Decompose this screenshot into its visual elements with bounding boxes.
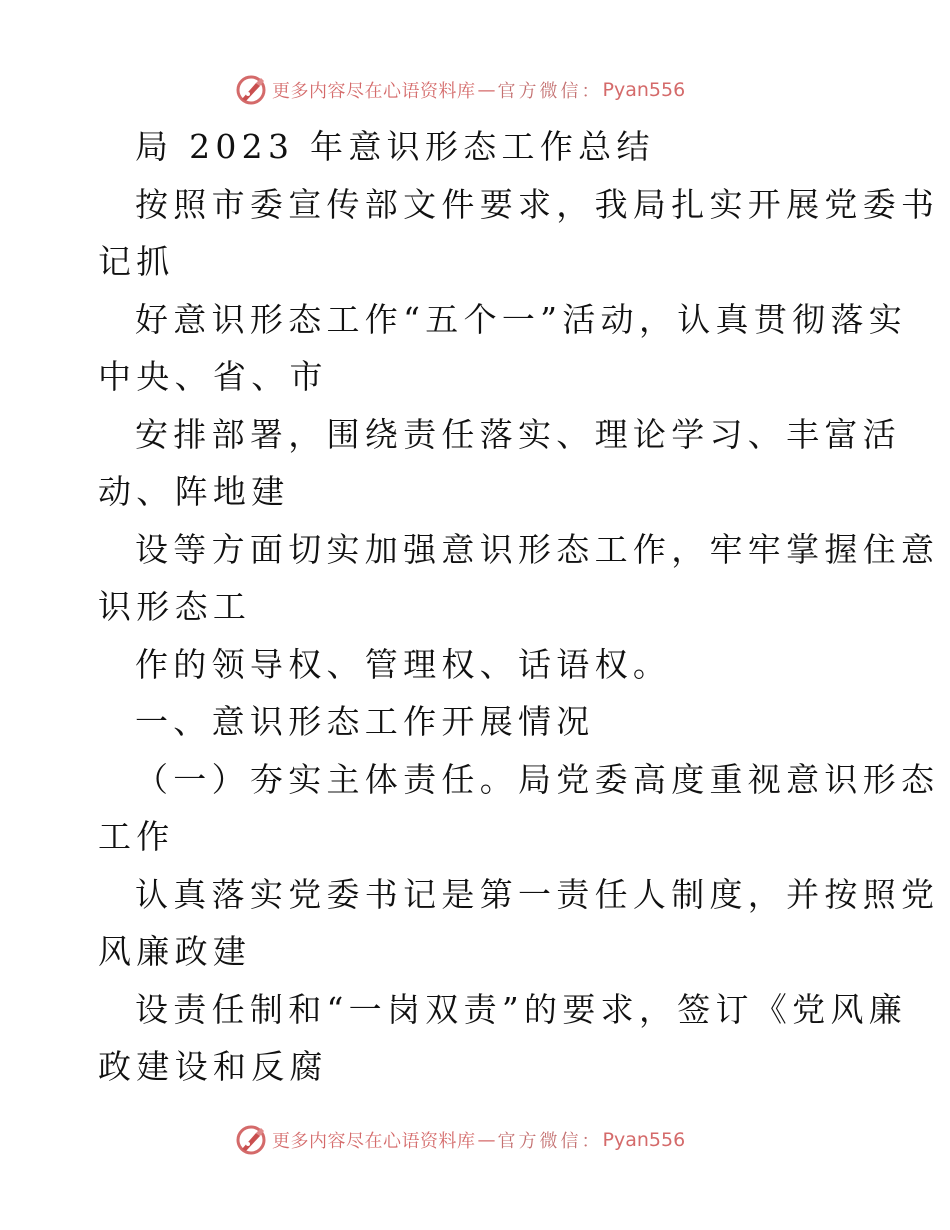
watermark-id: Pyan556 bbox=[602, 79, 686, 101]
text-line: 中央、省、市 bbox=[98, 357, 328, 396]
text-line: 作的领导权、管理权、话语权。 bbox=[135, 644, 672, 684]
pen-logo-icon bbox=[234, 1123, 268, 1157]
header-watermark bbox=[234, 72, 685, 108]
text-line: 认真落实党委书记是第一责任人制度，并按照党 bbox=[135, 874, 940, 914]
text-line: 工作 bbox=[98, 817, 175, 856]
document-title: 局 2023 年意识形态工作总结 bbox=[135, 127, 655, 166]
watermark-main-text: 更多内容尽在心语资料库 bbox=[272, 81, 476, 102]
text-line: 一、意识形态工作开展情况 bbox=[135, 702, 595, 741]
watermark-id: Pyan556 bbox=[602, 1129, 686, 1151]
document-body bbox=[98, 118, 940, 1096]
watermark-sub-text: 官方微信： bbox=[497, 81, 603, 102]
text-line: 识形态工 bbox=[98, 587, 252, 626]
pen-logo-icon bbox=[234, 73, 268, 107]
text-line: 记抓 bbox=[98, 242, 175, 281]
text-line: 动、阵地建 bbox=[98, 472, 290, 511]
text-line: 风廉政建 bbox=[98, 932, 252, 971]
text-line: （一）夯实主体责任。局党委高度重视意识形态 bbox=[135, 759, 940, 799]
watermark-sub-text: 官方微信： bbox=[497, 1131, 603, 1152]
text-line: 安排部署，围绕责任落实、理论学习、丰富活 bbox=[135, 414, 901, 454]
text-line: 设等方面切实加强意识形态工作，牢牢掌握住意 bbox=[135, 529, 940, 569]
text-line: 按照市委宣传部文件要求，我局扎实开展党委书 bbox=[135, 184, 940, 224]
text-line: 设责任制和“一岗双责”的要求，签订《党风廉 bbox=[135, 989, 908, 1029]
watermark-dash: — bbox=[477, 79, 496, 101]
watermark-main-text: 更多内容尽在心语资料库 bbox=[272, 1131, 476, 1152]
text-line: 政建设和反腐 bbox=[98, 1047, 328, 1086]
watermark-dash: — bbox=[477, 1129, 496, 1151]
text-line: 好意识形态工作“五个一”活动，认真贯彻落实 bbox=[135, 299, 908, 339]
footer-watermark bbox=[234, 1122, 685, 1158]
